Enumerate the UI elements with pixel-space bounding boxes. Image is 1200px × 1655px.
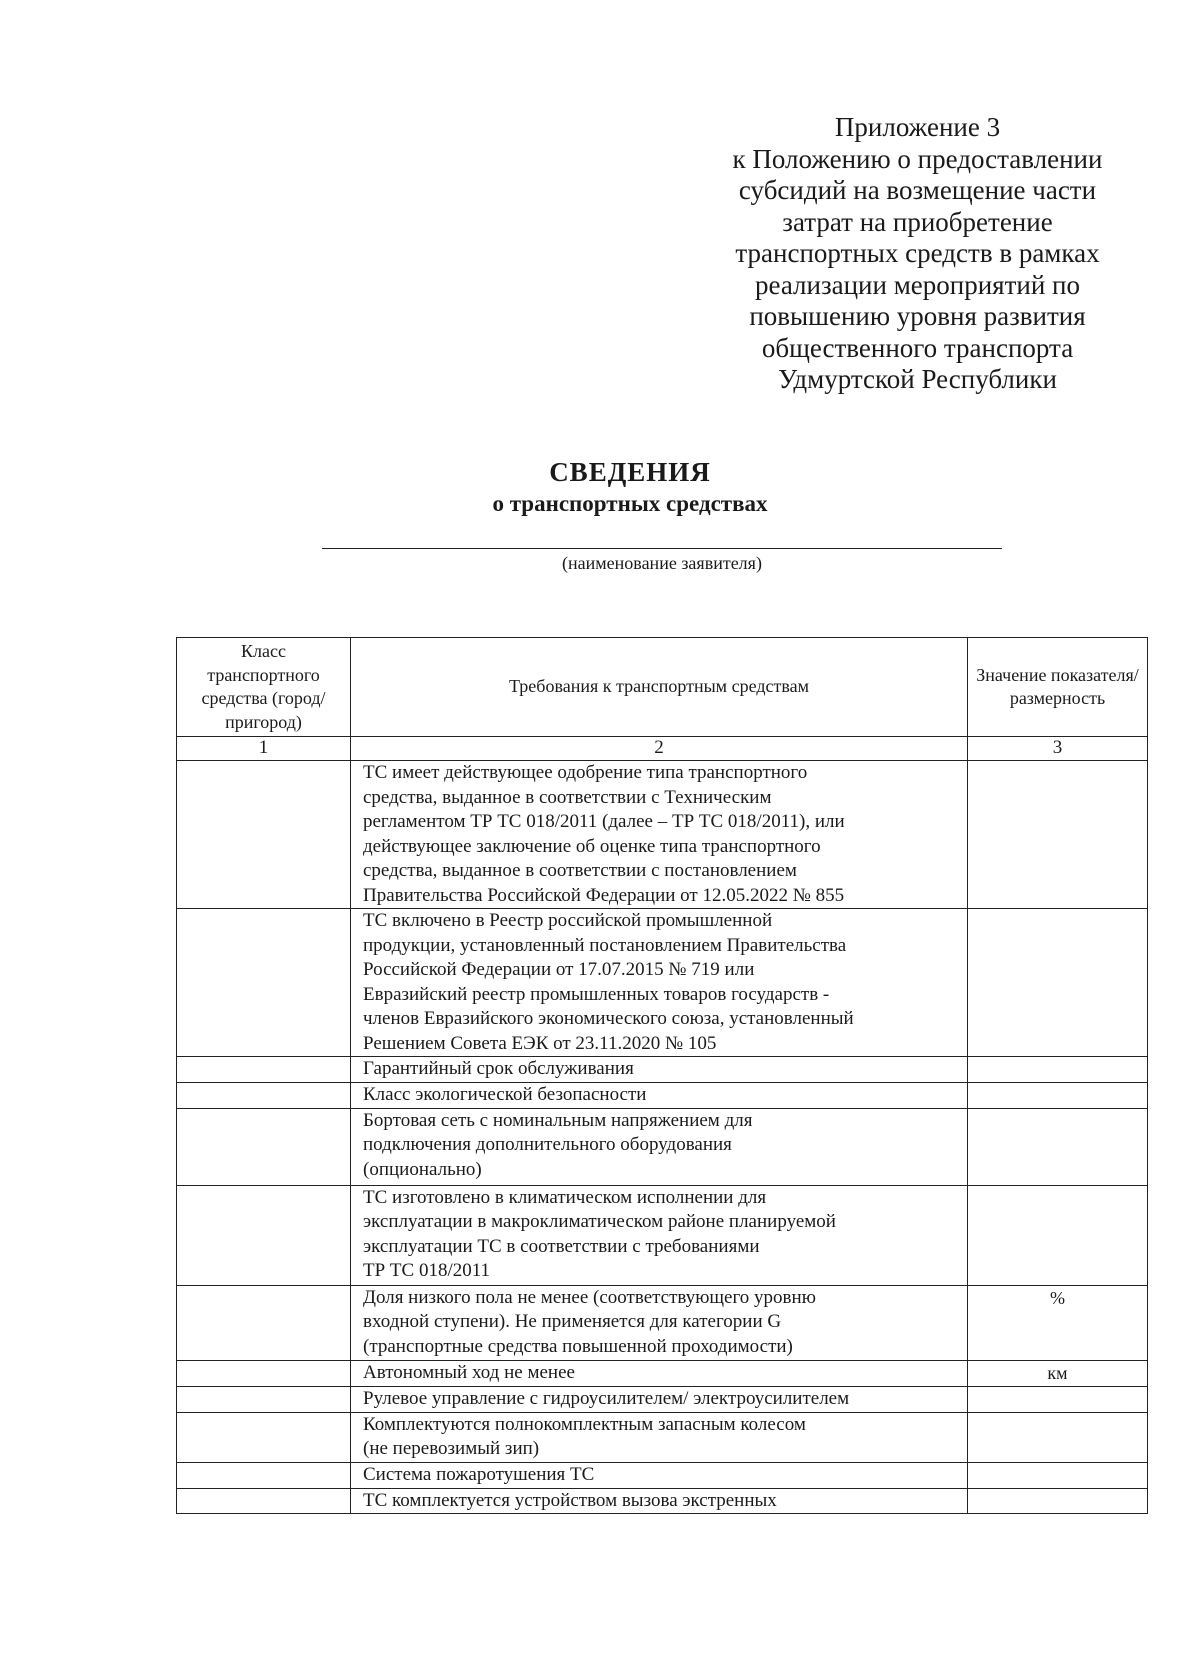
annex-line: Удмуртской Республики: [778, 364, 1057, 394]
column-numbers-row: [177, 737, 1148, 761]
column-number-2: 2: [351, 737, 968, 761]
value-cell: [968, 1082, 1148, 1108]
requirement-line: Российской Федерации от 17.07.2015 № 719 или: [363, 959, 755, 980]
class-cell: [177, 1488, 351, 1514]
requirement-cell: [351, 1360, 968, 1387]
column-number-3: 3: [968, 737, 1148, 761]
requirement-line: Доля низкого пола не менее (соответствующего уровню: [363, 1286, 816, 1308]
table-row: [177, 1082, 1148, 1108]
value-cell: [968, 1185, 1148, 1285]
annex-heading: [705, 112, 1130, 396]
requirement-line: средства, выданное в соответствии с постановлением: [363, 860, 797, 881]
class-cell: [177, 1462, 351, 1488]
applicant-caption: (наименование заявителя): [562, 553, 762, 573]
requirement-line: ТС изготовлено в климатическом исполнении для: [363, 1186, 767, 1208]
annex-line: затрат на приобретение: [782, 206, 1053, 237]
requirement-line: регламентом ТР ТС 018/2011 (далее – ТР ТС 018/2011), или: [363, 811, 845, 832]
table-row: [177, 1412, 1148, 1462]
requirement-line: подключения дополнительного оборудования: [363, 1134, 732, 1155]
annex-line: субсидий на возмещение части: [738, 175, 1097, 205]
table-row: [177, 909, 1148, 1057]
annex-line: повышению уровня развития: [749, 301, 1086, 331]
value-cell: [968, 1412, 1148, 1462]
class-cell: [177, 1108, 351, 1185]
class-cell: [177, 1412, 351, 1462]
annex-line: реализации мероприятий по: [755, 269, 1080, 300]
header-requirements: Требования к транспортным средствам: [351, 638, 968, 737]
requirement-cell: [351, 1488, 968, 1514]
table-row: [177, 1185, 1148, 1285]
requirement-line: Гарантийный срок обслуживания: [363, 1058, 634, 1079]
annex-line: общественного транспорта: [761, 332, 1074, 363]
class-cell: [177, 1185, 351, 1285]
table-row: [177, 1387, 1148, 1413]
value-cell: [968, 1387, 1148, 1413]
annex-line: к Положению о предоставлении: [732, 143, 1103, 174]
requirement-cell: [351, 1462, 968, 1488]
requirement-line: Комплектуются полнокомплектным запасным колесом: [363, 1413, 806, 1435]
requirement-cell: [351, 1285, 968, 1360]
requirement-line: ТР ТС 018/2011: [363, 1260, 491, 1281]
requirement-line: Рулевое управление с гидроусилителем/ электроусилителем: [363, 1388, 850, 1409]
requirement-cell: [351, 1082, 968, 1108]
table-header-row: [177, 638, 1148, 737]
title-subtitle: о транспортных средствах: [492, 491, 768, 516]
requirement-cell: [351, 1387, 968, 1413]
requirement-line: Система пожаротушения ТС: [363, 1463, 595, 1485]
requirement-line: ТС включено в Реестр российской промышленной: [363, 910, 773, 931]
requirement-line: ТС имеет действующее одобрение типа транспортного: [363, 762, 808, 783]
requirement-line: средства, выданное в соответствии с Техническим: [363, 786, 772, 808]
requirement-line: входной ступени). Не применяется для категории G: [363, 1311, 782, 1332]
class-cell: [177, 761, 351, 909]
class-cell: [177, 1082, 351, 1108]
value-cell: [968, 761, 1148, 909]
table-row: [177, 1462, 1148, 1488]
class-cell: [177, 1057, 351, 1083]
value-cell: [968, 1488, 1148, 1514]
value-cell: [968, 1285, 1148, 1360]
requirements-table: [176, 637, 1148, 1514]
table-row: [177, 1057, 1148, 1083]
requirement-cell: [351, 1412, 968, 1462]
document-title: [300, 455, 960, 519]
table-row: [177, 1488, 1148, 1514]
table-row: [177, 761, 1148, 909]
table-row: [177, 1285, 1148, 1360]
requirement-line: (транспортные средства повышенной проходимости): [363, 1335, 793, 1357]
class-cell: [177, 1387, 351, 1413]
header-class: Класс транспортного средства (город/пригород): [177, 638, 351, 737]
table-body: [177, 761, 1148, 1514]
requirement-line: эксплуатации в макроклиматическом районе планируемой: [363, 1211, 836, 1232]
requirement-line: (опционально): [363, 1158, 482, 1180]
column-number-1: 1: [177, 737, 351, 761]
requirement-line: Автономный ход не менее: [363, 1361, 575, 1383]
requirement-line: (не перевозимый зип): [363, 1438, 540, 1459]
value-cell: [968, 1462, 1148, 1488]
requirement-line: Класс экологической безопасности: [363, 1083, 647, 1105]
value-cell: [968, 1108, 1148, 1185]
requirement-line: Евразийский реестр промышленных товаров государств -: [363, 983, 830, 1005]
unit-label: %: [1050, 1287, 1065, 1308]
requirement-line: ТС комплектуется устройством вызова экстренных: [363, 1489, 777, 1511]
requirement-line: эксплуатации ТС в соответствии с требованиями: [363, 1235, 760, 1257]
annex-line: Приложение 3: [834, 112, 1001, 142]
applicant-name-line: [322, 548, 1002, 549]
requirement-line: Правительства Российской Федерации от 12.05.2022 № 855: [363, 884, 845, 906]
value-cell: [968, 1057, 1148, 1083]
requirement-line: продукции, установленный постановлением Правительства: [363, 934, 847, 956]
requirement-cell: [351, 1185, 968, 1285]
class-cell: [177, 1360, 351, 1387]
value-cell: [968, 909, 1148, 1057]
class-cell: [177, 909, 351, 1057]
table-row: [177, 1108, 1148, 1185]
header-value: Значение показателя/ размерность: [968, 638, 1148, 737]
requirement-line: Бортовая сеть с номинальным напряжением для: [363, 1109, 753, 1131]
requirement-line: Решением Совета ЕЭК от 23.11.2020 № 105: [363, 1032, 717, 1054]
requirement-line: членов Евразийского экономического союза, установленный: [363, 1008, 854, 1029]
requirement-line: действующее заключение об оценке типа транспортного: [363, 835, 821, 857]
title-main: СВЕДЕНИЯ: [549, 457, 711, 487]
requirement-cell: [351, 909, 968, 1057]
unit-label: км: [1047, 1362, 1068, 1383]
annex-line: транспортных средств в рамках: [735, 238, 1100, 268]
requirement-cell: [351, 1057, 968, 1083]
requirement-cell: [351, 761, 968, 909]
table-row: [177, 1360, 1148, 1387]
value-cell: [968, 1360, 1148, 1387]
class-cell: [177, 1285, 351, 1360]
requirement-cell: [351, 1108, 968, 1185]
